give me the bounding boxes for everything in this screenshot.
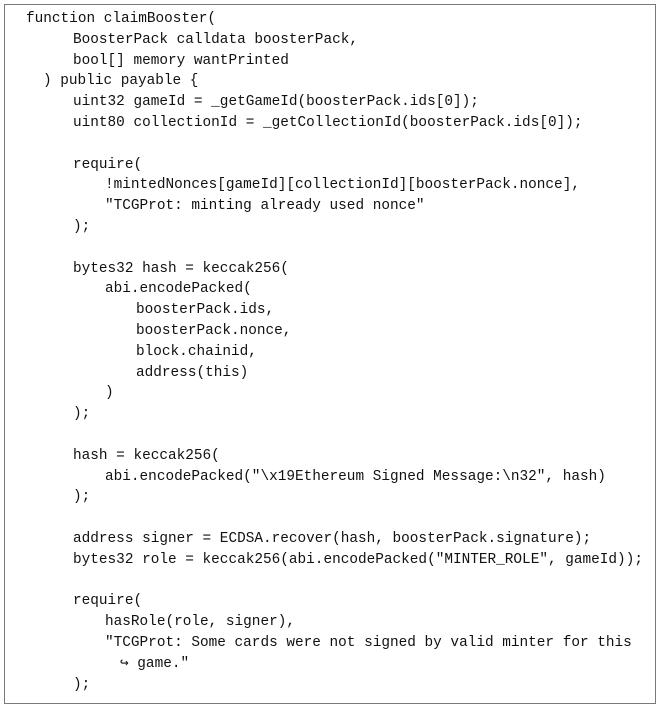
code-line [5,259,655,280]
code-line-text: require( [73,593,143,610]
code-line-text: uint80 collectionId = _getCollectionId(boosterPack.ids[0]); [73,114,583,131]
code-line [5,321,655,342]
code-line [5,612,655,633]
code-line-text: boosterPack.ids, [136,302,275,319]
code-line-text: ); [73,489,91,506]
code-line [5,383,655,404]
code-line [5,404,655,425]
code-line-blank [5,238,655,259]
code-line [5,92,655,113]
code-line-text: require( [73,156,143,173]
code-line [5,446,655,467]
code-line [5,467,655,488]
code-line-text: ); [73,406,91,423]
code-line [5,51,655,72]
code-line [5,633,655,654]
code-line-text: ); [73,218,91,235]
code-line-text: abi.encodePacked( [105,281,252,298]
code-line-text: bytes32 role = keccak256(abi.encodePacked("MINTER_ROLE", gameId)); [73,551,643,568]
code-line-text: abi.encodePacked("\x19Ethereum Signed Message:\n32", hash) [105,468,606,485]
code-line-blank [5,134,655,155]
code-line-text: bytes32 hash = keccak256( [73,260,289,277]
code-listing-frame [4,4,656,704]
code-line-text: uint32 gameId = _getGameId(boosterPack.ids[0]); [73,94,479,111]
code-line [5,9,655,30]
code-line-text: address(this) [136,364,249,381]
code-line [5,487,655,508]
code-line-blank [5,571,655,592]
code-line [5,675,655,696]
code-line [5,113,655,134]
code-line-text: hash = keccak256( [73,447,220,464]
code-line [5,279,655,300]
code-line [5,550,655,571]
code-line [5,529,655,550]
code-line-text: !mintedNonces[gameId][collectionId][boosterPack.nonce], [105,177,580,194]
code-line [5,30,655,51]
code-line [5,363,655,384]
code-line-text: boosterPack.nonce, [136,322,292,339]
code-line [5,217,655,238]
code-line [5,342,655,363]
code-line [5,155,655,176]
code-line-text: block.chainid, [136,343,257,360]
code-line-text: ); [73,676,91,693]
code-line-text: function claimBooster( [26,11,216,27]
code-line [5,196,655,217]
code-line-text: BoosterPack calldata boosterPack, [73,31,358,48]
code-line [5,71,655,92]
code-line-blank [5,425,655,446]
code-line [5,591,655,612]
code-listing [5,9,655,695]
code-line-text: bool[] memory wantPrinted [73,52,289,69]
code-line-text: "TCGProt: Some cards were not signed by valid minter for this [105,634,632,651]
code-line-text: "TCGProt: minting already used nonce" [105,198,425,215]
code-line-text: ↪ game." [120,655,190,672]
code-line-blank [5,508,655,529]
code-line-text: ) public payable { [43,73,199,90]
code-line-continuation [5,654,655,675]
code-line-text: address signer = ECDSA.recover(hash, boosterPack.signature); [73,530,592,547]
code-line-text: ) [105,385,114,402]
code-line [5,300,655,321]
code-line [5,175,655,196]
code-line-text: hasRole(role, signer), [105,614,295,631]
